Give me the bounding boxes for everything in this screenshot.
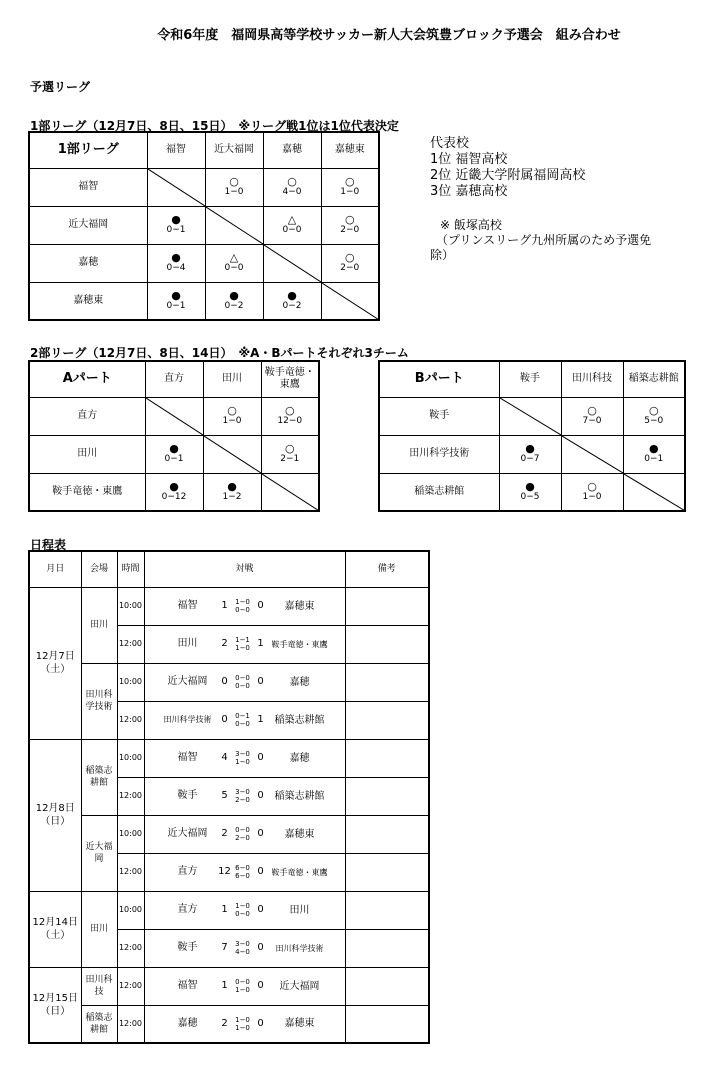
col-team-head: 鞍手 <box>499 361 561 397</box>
score-away: 0 <box>257 676 264 687</box>
sched-date: 12月7日（土） <box>29 587 81 739</box>
sched-time: 10:00 <box>117 663 144 701</box>
exemption-note-line1: ※ 飯塚高校 <box>440 218 502 232</box>
self-match-cell <box>321 282 379 320</box>
schedule-table <box>28 550 430 1044</box>
sched-time: 10:00 <box>117 587 144 625</box>
team-home: 福智 <box>177 600 198 611</box>
sched-match <box>144 587 345 625</box>
team-away: 嘉穂東 <box>284 1018 315 1030</box>
result-cell <box>147 282 205 320</box>
second-half-score: 0−0 <box>235 720 250 728</box>
row-team-head: 田川 <box>29 435 145 473</box>
sched-notes <box>345 929 429 967</box>
representative-2: 2位 近畿大学附属福岡高校 <box>430 168 586 183</box>
second-half-score: 2−0 <box>235 834 250 842</box>
sched-notes <box>345 891 429 929</box>
result-mark: ● <box>525 479 535 493</box>
result-mark: ○ <box>287 175 297 188</box>
sched-time: 12:00 <box>117 625 144 663</box>
result-mark: ● <box>227 479 237 493</box>
result-cell <box>205 244 263 282</box>
row-team-head: 鞍手 <box>379 397 499 435</box>
team-home: 田川科学技術 <box>163 715 212 724</box>
score-away: 0 <box>257 790 264 801</box>
representatives <box>430 136 585 200</box>
league2-partB-table <box>378 360 686 512</box>
result-score: 0−0 <box>282 225 302 235</box>
result-score: 0−0 <box>224 263 244 273</box>
result-score: 0−1 <box>166 300 186 311</box>
result-mark: ○ <box>284 404 295 417</box>
score-away: 0 <box>257 1017 264 1029</box>
result-mark: ○ <box>587 404 597 417</box>
score-home: 1 <box>221 904 228 915</box>
half-scores <box>232 750 254 766</box>
self-match-cell <box>145 397 203 435</box>
half-scores <box>232 940 254 956</box>
league1-heading: 1部リーグ（12月7日、8日、15日） ※リーグ戦1位は1位代表決定 <box>30 119 399 133</box>
result-score: 0−5 <box>520 491 540 502</box>
result-mark: ○ <box>648 404 659 417</box>
result-score: 0−2 <box>282 300 302 311</box>
sched-notes <box>345 663 429 701</box>
second-half-score: 0−0 <box>235 682 250 690</box>
result-mark: ○ <box>227 404 237 417</box>
first-half-score: 6−0 <box>235 864 250 872</box>
sched-match <box>144 625 345 663</box>
team-away: 嘉穂 <box>289 676 310 688</box>
sched-time: 12:00 <box>117 853 144 891</box>
team-away: 嘉穂東 <box>284 828 315 840</box>
row-team-head: 田川科学技術 <box>379 435 499 473</box>
result-score: 0−4 <box>166 263 186 273</box>
score-home: 1 <box>221 980 228 991</box>
team-home: 田川 <box>177 638 198 649</box>
sched-time: 12:00 <box>117 929 144 967</box>
half-scores <box>232 636 254 652</box>
representatives-label: 代表校 <box>430 136 470 151</box>
sched-match <box>144 777 345 815</box>
score-away: 0 <box>257 828 264 839</box>
first-half-score: 1−0 <box>235 1015 250 1024</box>
sched-venue: 近大福岡 <box>81 815 117 891</box>
row-team-head: 直方 <box>29 397 145 435</box>
score-home: 5 <box>221 790 228 801</box>
result-cell <box>263 282 321 320</box>
sched-time: 12:00 <box>117 967 144 1005</box>
result-mark: ● <box>169 442 179 455</box>
score-home: 2 <box>221 638 228 649</box>
team-home: 鞍手 <box>177 790 198 801</box>
second-half-score: 1−0 <box>235 1023 250 1032</box>
result-mark: ● <box>171 213 181 226</box>
score-home: 4 <box>221 752 228 763</box>
half-scores <box>232 788 254 804</box>
result-score: 2−0 <box>340 225 360 235</box>
team-away: 嘉穂東 <box>284 600 315 612</box>
result-mark: ○ <box>587 479 597 493</box>
col-team-head: 稲築志耕館 <box>623 361 685 397</box>
result-score: 0−7 <box>520 454 540 464</box>
result-score: 5−0 <box>644 416 664 426</box>
team-home: 近大福岡 <box>167 828 208 839</box>
score-home: 1 <box>221 600 228 611</box>
row-team-head: 嘉穂東 <box>29 282 147 320</box>
result-cell <box>147 244 205 282</box>
result-score: 1−0 <box>222 416 242 426</box>
sched-venue: 田川科技 <box>81 967 117 1005</box>
result-score: 0−12 <box>161 491 187 502</box>
col-team-head: 福智 <box>147 132 205 168</box>
sched-time: 10:00 <box>117 739 144 777</box>
result-cell <box>147 206 205 244</box>
sched-date: 12月14日（土） <box>29 891 81 967</box>
sched-notes <box>345 853 429 891</box>
second-half-score: 0−0 <box>235 606 250 614</box>
first-half-score: 3−0 <box>235 788 250 796</box>
row-team-head: 嘉穂 <box>29 244 147 282</box>
sched-time: 10:00 <box>117 815 144 853</box>
sched-match <box>144 929 345 967</box>
sched-head-time: 時間 <box>117 551 144 587</box>
half-scores <box>232 674 254 690</box>
second-half-score: 2−0 <box>235 796 250 804</box>
sched-time: 12:00 <box>117 777 144 815</box>
second-half-score: 1−0 <box>235 986 250 994</box>
league2-partA-table <box>28 360 320 512</box>
result-cell <box>321 244 379 282</box>
prelim-heading: 予選リーグ <box>30 80 91 94</box>
sched-venue: 稲築志耕館 <box>81 739 117 815</box>
col-team-head: 直方 <box>145 361 203 397</box>
first-half-score: 3−0 <box>235 750 250 758</box>
sched-head-match: 対戦 <box>144 551 345 587</box>
result-cell <box>203 473 261 511</box>
result-score: 2−0 <box>340 263 360 273</box>
result-cell <box>261 435 319 473</box>
team-home: 直方 <box>177 866 198 877</box>
result-score: 0−1 <box>166 225 186 235</box>
result-mark: ● <box>171 288 181 302</box>
self-match-cell <box>561 435 623 473</box>
score-away: 0 <box>257 600 264 611</box>
col-team-head: 嘉穂 <box>263 132 321 168</box>
result-mark: ● <box>171 251 181 264</box>
league2-heading: 2部リーグ（12月7日、8日、14日） ※A・Bパートそれぞれ3チーム <box>30 346 409 360</box>
row-team-head: 鞍手竜徳・東鷹 <box>29 473 145 511</box>
first-half-score: 1−0 <box>235 902 250 910</box>
result-score: 12−0 <box>277 416 303 426</box>
page-title: 令和6年度 福岡県高等学校サッカー新人大会筑豊ブロック予選会 組み合わせ <box>157 28 621 43</box>
team-away: 嘉穂 <box>289 752 310 764</box>
sched-head-venue: 会場 <box>81 551 117 587</box>
result-cell <box>203 397 261 435</box>
result-score: 0−2 <box>224 300 244 311</box>
self-match-cell <box>147 168 205 206</box>
second-half-score: 4−0 <box>235 948 250 956</box>
sched-notes <box>345 701 429 739</box>
result-cell <box>263 168 321 206</box>
result-cell <box>205 282 263 320</box>
score-home: 2 <box>221 828 228 839</box>
score-away: 0 <box>257 752 264 763</box>
sched-date: 12月15日（日） <box>29 967 81 1043</box>
col-team-head: 田川科技 <box>561 361 623 397</box>
sched-venue: 稲築志耕館 <box>81 1005 117 1043</box>
row-team-head: 近大福岡 <box>29 206 147 244</box>
result-mark: ● <box>648 442 659 455</box>
league-corner: Bパート <box>379 361 499 397</box>
result-score: 1−0 <box>340 187 360 197</box>
schedule-heading: 日程表 <box>30 538 67 552</box>
sched-notes <box>345 815 429 853</box>
result-cell <box>499 435 561 473</box>
result-cell <box>261 397 319 435</box>
first-half-score: 0−0 <box>235 674 250 682</box>
col-team-head: 近大福岡 <box>205 132 263 168</box>
result-score: 1−0 <box>224 187 244 197</box>
sched-notes <box>345 1005 429 1043</box>
sched-date: 12月8日（日） <box>29 739 81 891</box>
representative-1: 1位 福智高校 <box>430 152 508 167</box>
result-cell <box>561 473 623 511</box>
result-mark: △ <box>287 213 297 226</box>
second-half-score: 6−0 <box>235 872 250 880</box>
sched-match <box>144 1005 345 1043</box>
exemption-note-line2: （プリンスリーグ九州所属のため予選免 <box>436 233 652 247</box>
sched-notes <box>345 967 429 1005</box>
score-away: 0 <box>257 904 264 915</box>
league-corner: Aパート <box>29 361 145 397</box>
half-scores <box>232 978 254 994</box>
score-away: 0 <box>257 866 264 877</box>
col-team-head: 田川 <box>203 361 261 397</box>
result-cell <box>561 397 623 435</box>
row-team-head: 福智 <box>29 168 147 206</box>
exemption-note-line3: 除） <box>430 248 455 262</box>
half-scores <box>232 598 254 614</box>
sched-notes <box>345 739 429 777</box>
score-home: 0 <box>221 676 228 687</box>
result-cell <box>499 473 561 511</box>
score-home: 0 <box>221 714 228 725</box>
sched-notes <box>345 587 429 625</box>
result-score: 2−1 <box>280 454 300 464</box>
sched-time: 10:00 <box>117 891 144 929</box>
col-team-head: 鞍手竜徳・東鷹 <box>261 361 319 397</box>
half-scores <box>232 864 254 880</box>
team-away: 田川科学技術 <box>275 943 324 953</box>
score-away: 0 <box>257 980 264 991</box>
sched-head-notes: 備考 <box>345 551 429 587</box>
exemption-note <box>430 218 651 263</box>
team-home: 近大福岡 <box>167 676 208 687</box>
first-half-score: 0−1 <box>235 712 250 720</box>
team-away: 近大福岡 <box>279 980 320 992</box>
score-away: 1 <box>257 638 264 649</box>
result-cell <box>263 206 321 244</box>
team-home: 直方 <box>177 904 198 915</box>
result-cell <box>145 435 203 473</box>
score-home: 7 <box>221 942 228 953</box>
result-score: 7−0 <box>582 416 602 426</box>
second-half-score: 1−0 <box>235 758 250 766</box>
result-mark: ● <box>229 288 239 302</box>
sched-time: 12:00 <box>117 701 144 739</box>
league1-table <box>28 131 380 321</box>
col-team-head: 嘉穂東 <box>321 132 379 168</box>
team-home: 福智 <box>177 752 198 763</box>
result-cell <box>205 168 263 206</box>
team-away: 鞍手竜徳・東鷹 <box>271 639 328 649</box>
result-mark: ● <box>525 442 535 455</box>
half-scores <box>232 902 254 918</box>
team-away: 田川 <box>289 904 310 916</box>
result-score: 1−0 <box>582 491 602 502</box>
result-cell <box>623 397 685 435</box>
team-away: 稲築志耕館 <box>274 714 325 726</box>
sched-venue: 田川 <box>81 587 117 663</box>
first-half-score: 0−0 <box>235 978 250 986</box>
first-half-score: 0−0 <box>235 826 250 834</box>
second-half-score: 0−0 <box>235 910 250 918</box>
result-mark: ○ <box>284 442 295 455</box>
half-scores <box>232 1016 254 1032</box>
sched-match <box>144 701 345 739</box>
result-mark: △ <box>229 251 239 264</box>
result-cell <box>321 206 379 244</box>
score-home: 2 <box>221 1017 228 1029</box>
first-half-score: 1−1 <box>235 636 250 644</box>
result-score: 0−1 <box>644 454 664 464</box>
sched-head-date: 月日 <box>29 551 81 587</box>
result-cell <box>321 168 379 206</box>
sched-venue: 田川科学技術 <box>81 663 117 739</box>
team-home: 嘉穂 <box>177 1017 198 1029</box>
result-score: 4−0 <box>282 187 302 197</box>
half-scores <box>232 826 254 842</box>
first-half-score: 1−0 <box>235 598 250 606</box>
score-away: 1 <box>257 714 264 725</box>
representative-3: 3位 嘉穂高校 <box>430 184 508 199</box>
sched-match <box>144 967 345 1005</box>
result-mark: ○ <box>229 175 239 188</box>
self-match-cell <box>263 244 321 282</box>
team-home: 福智 <box>177 980 198 991</box>
score-away: 0 <box>257 942 264 953</box>
self-match-cell <box>499 397 561 435</box>
sched-match <box>144 739 345 777</box>
result-mark: ● <box>287 288 297 302</box>
result-mark: ○ <box>344 175 355 188</box>
sched-notes <box>345 625 429 663</box>
sched-time: 12:00 <box>117 1005 144 1043</box>
half-scores <box>232 712 254 728</box>
result-mark: ○ <box>344 213 355 226</box>
score-home: 12 <box>218 866 231 877</box>
sched-match <box>144 891 345 929</box>
team-away: 鞍手竜徳・東鷹 <box>271 867 328 877</box>
first-half-score: 3−0 <box>235 940 250 948</box>
sched-match <box>144 815 345 853</box>
result-score: 1−2 <box>222 491 242 502</box>
result-mark: ○ <box>344 251 355 264</box>
sched-match <box>144 663 345 701</box>
self-match-cell <box>261 473 319 511</box>
self-match-cell <box>623 473 685 511</box>
team-away: 稲築志耕館 <box>274 790 325 802</box>
sched-venue: 田川 <box>81 891 117 967</box>
result-score: 0−1 <box>164 454 184 464</box>
result-cell <box>145 473 203 511</box>
second-half-score: 1−0 <box>235 644 250 652</box>
row-team-head: 稲築志耕館 <box>379 473 499 511</box>
self-match-cell <box>205 206 263 244</box>
result-cell <box>623 435 685 473</box>
team-home: 鞍手 <box>177 942 198 953</box>
league-corner: 1部リーグ <box>29 132 147 168</box>
sched-notes <box>345 777 429 815</box>
sched-match <box>144 853 345 891</box>
self-match-cell <box>203 435 261 473</box>
result-mark: ● <box>169 479 179 493</box>
